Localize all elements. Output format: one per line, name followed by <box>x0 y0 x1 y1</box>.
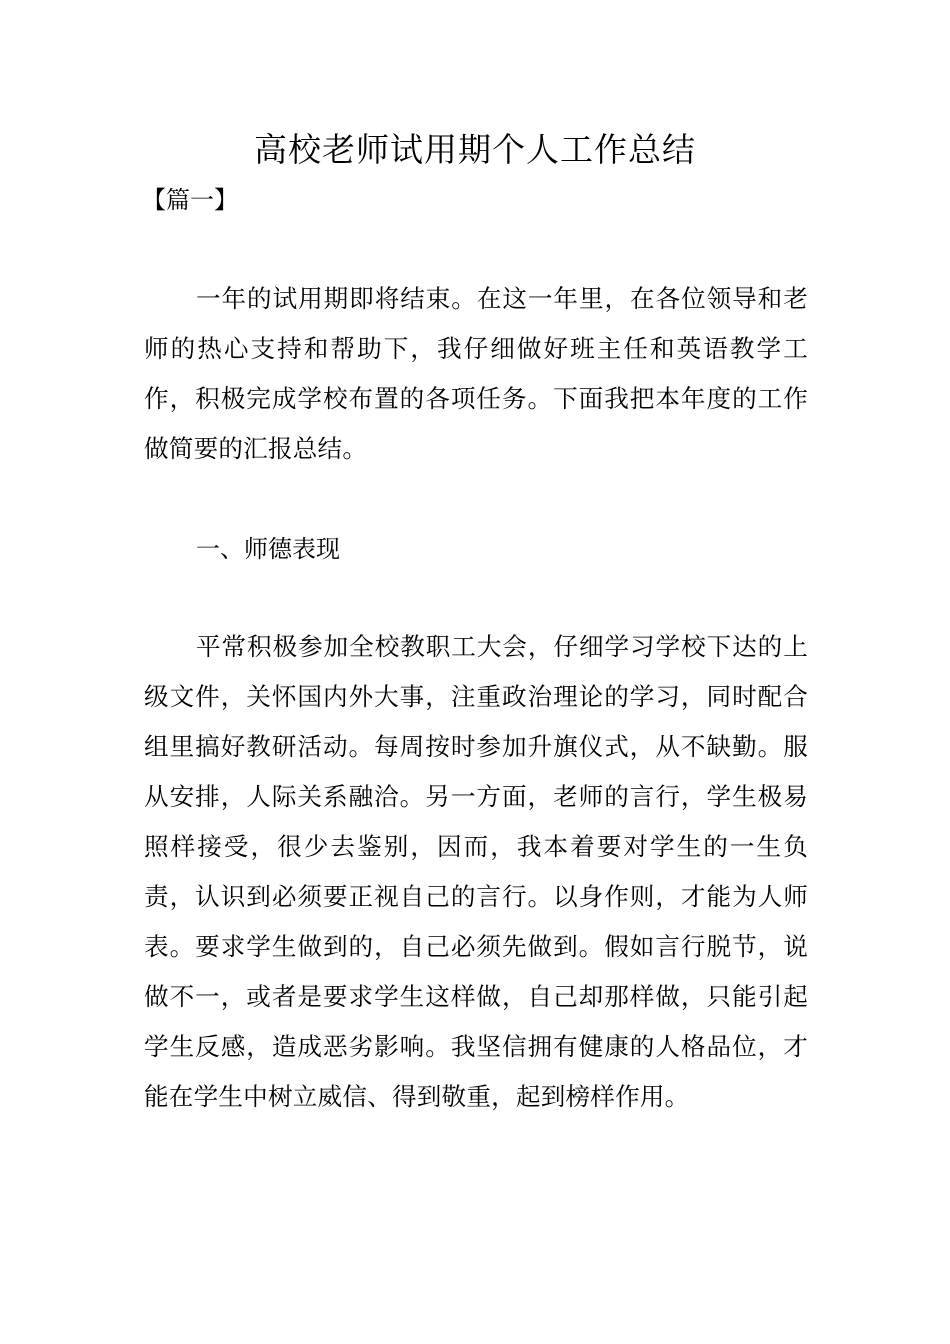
section-heading: 一、师德表现 <box>196 535 340 563</box>
body-paragraph: 平常积极参加全校教职工大会，仔细学习学校下达的上级文件，关怀国内外大事，注重政治理论的学习，同时配合组里搞好教研活动。每周按时参加升旗仪式，从不缺勤。服从安排，人际关系融洽。另一方面，老师的言行，学生极易照样接受，很少去鉴别，因而，我本着要对学生的一生负责，认识到必须要正视自己的言行。以身作则，才能为人师表。要求学生做到的，自己必须先做到。假如言行脱节，说做不一，或者是要求学生这样做，自己却那样做，只能引起学生反感，造成恶劣影响。我坚信拥有健康的人格品位，才能在学生中树立威信、得到敬重，起到榜样作用。 <box>144 632 808 1111</box>
intro-paragraph: 一年的试用期即将结束。在这一年里，在各位领导和老师的热心支持和帮助下，我仔细做好班主任和英语教学工作，积极完成学校布置的各项任务。下面我把本年度的工作做简要的汇报总结。 <box>144 284 808 463</box>
document-title: 高校老师试用期个人工作总结 <box>254 130 696 169</box>
section-tag: 【篇一】 <box>142 186 238 214</box>
